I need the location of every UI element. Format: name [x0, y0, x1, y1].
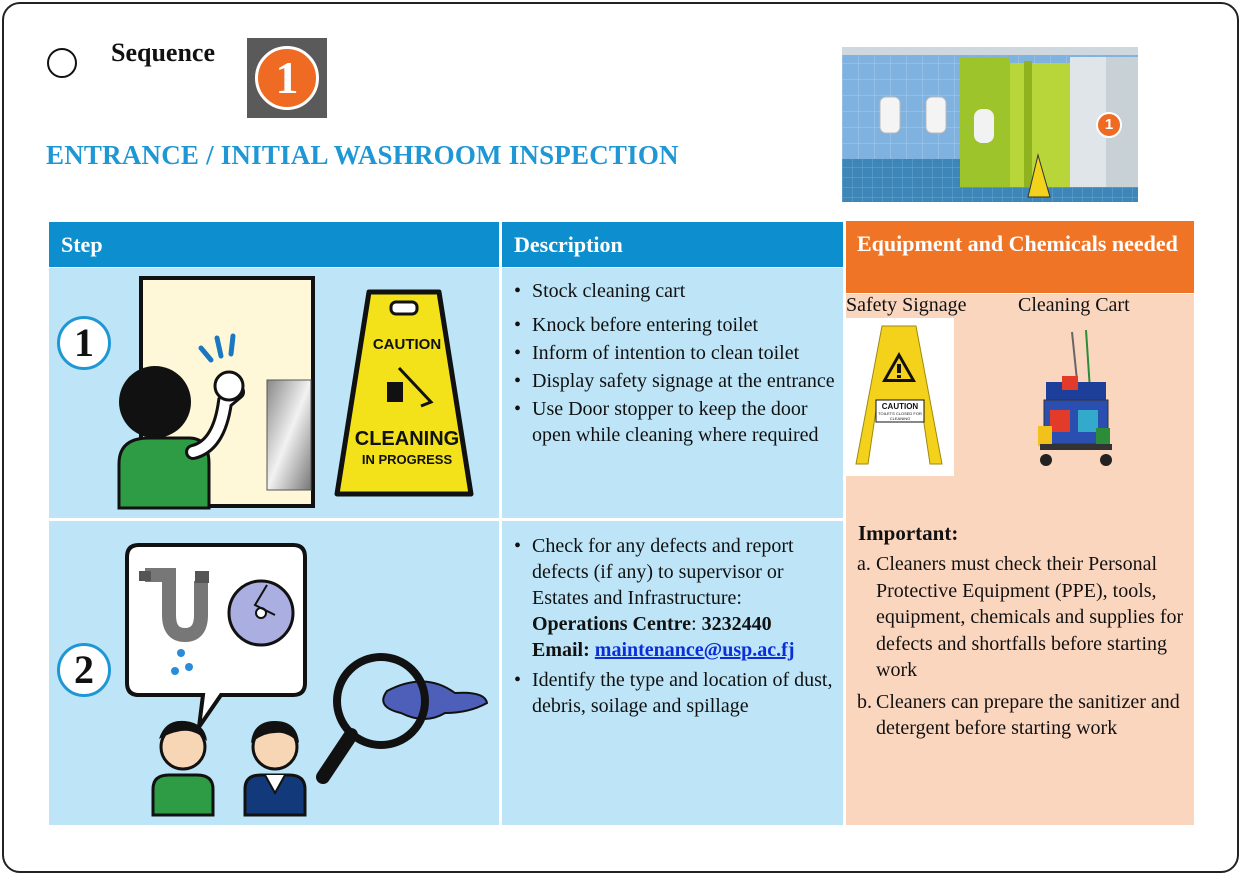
photo-badge-number: 1 — [1104, 116, 1114, 133]
ops-centre-label: Operations Centre — [532, 613, 692, 635]
step-2-bullets — [514, 533, 840, 726]
important-item-a — [857, 551, 1187, 684]
safety-sign-sub-text: TOILETS CLOSED FOR CLEANING — [878, 411, 922, 421]
equipment-cleaning-cart-label: Cleaning Cart — [1018, 294, 1130, 316]
important-text-a: Cleaners must check their Personal Protective Equipment (PPE), tools, equipment, chemicals and supplies for defects and shortfalls before starting work — [876, 553, 1184, 681]
bullet-circle-icon — [47, 48, 77, 78]
step-2-cell — [49, 521, 499, 825]
important-marker-b: b. — [857, 690, 872, 713]
step-number-2: 2 — [57, 643, 111, 697]
important-marker-a: a. — [857, 553, 871, 575]
step-1-bullets — [514, 278, 840, 455]
knock-door-illustration — [109, 274, 489, 514]
bullet-stock-cart: • Stock cleaning cart — [514, 278, 840, 304]
maintenance-email-link[interactable]: maintenance@usp.ac.fj — [594, 639, 795, 661]
bullet-identify-type: • Identify the type and location of dust, debris, soilage and spillage — [514, 667, 840, 719]
ops-centre-separator: : — [691, 613, 702, 635]
step-1-cell — [49, 268, 499, 518]
sign-in-progress-text: IN PROGRESS — [361, 452, 453, 467]
sequence-number: 1 — [255, 46, 319, 110]
safety-sign-image — [846, 318, 954, 476]
important-text-b: Cleaners can prepare the sanitizer and detergent before starting work — [876, 690, 1180, 739]
important-title: Important: — [858, 521, 959, 545]
bullet-knock: • Knock before entering toilet — [514, 312, 840, 338]
page-title: ENTRANCE / INITIAL WASHROOM INSPECTION — [46, 140, 679, 170]
header-description: Description — [502, 222, 843, 267]
bullet-inform: • Inform of intention to clean toilet — [514, 340, 840, 366]
cleaning-cart-image — [1034, 330, 1120, 470]
important-item-b — [857, 689, 1187, 742]
sign-caution-text: CAUTION — [372, 336, 442, 353]
washroom-photo — [842, 47, 1138, 202]
sequence-badge — [247, 38, 327, 118]
defect-check-illustration — [125, 541, 495, 819]
header-step: Step — [49, 222, 499, 267]
important-list — [857, 551, 1187, 747]
equipment-safety-signage-label: Safety Signage — [846, 294, 967, 316]
step-number-1: 1 — [57, 316, 111, 370]
check-defects-text: Check for any defects and report defects (if any) to supervisor or Estates and Infrastructure: — [532, 535, 794, 609]
sequence-label: Sequence — [111, 38, 215, 67]
header-equipment: Equipment and Chemicals needed — [846, 221, 1194, 293]
sign-cleaning-text: CLEANING — [354, 428, 460, 450]
bullet-check-defects — [514, 533, 840, 663]
description-2-cell — [502, 521, 843, 825]
bullet-door-stopper: • Use Door stopper to keep the door open while cleaning where required — [514, 396, 840, 448]
safety-sign-caution-text: CAUTION — [881, 402, 919, 411]
bullet-display-signage: • Display safety signage at the entrance — [514, 368, 840, 394]
ops-centre-number: 3232440 — [701, 613, 772, 635]
email-label: Email: — [532, 639, 590, 661]
description-1-cell — [502, 268, 843, 518]
